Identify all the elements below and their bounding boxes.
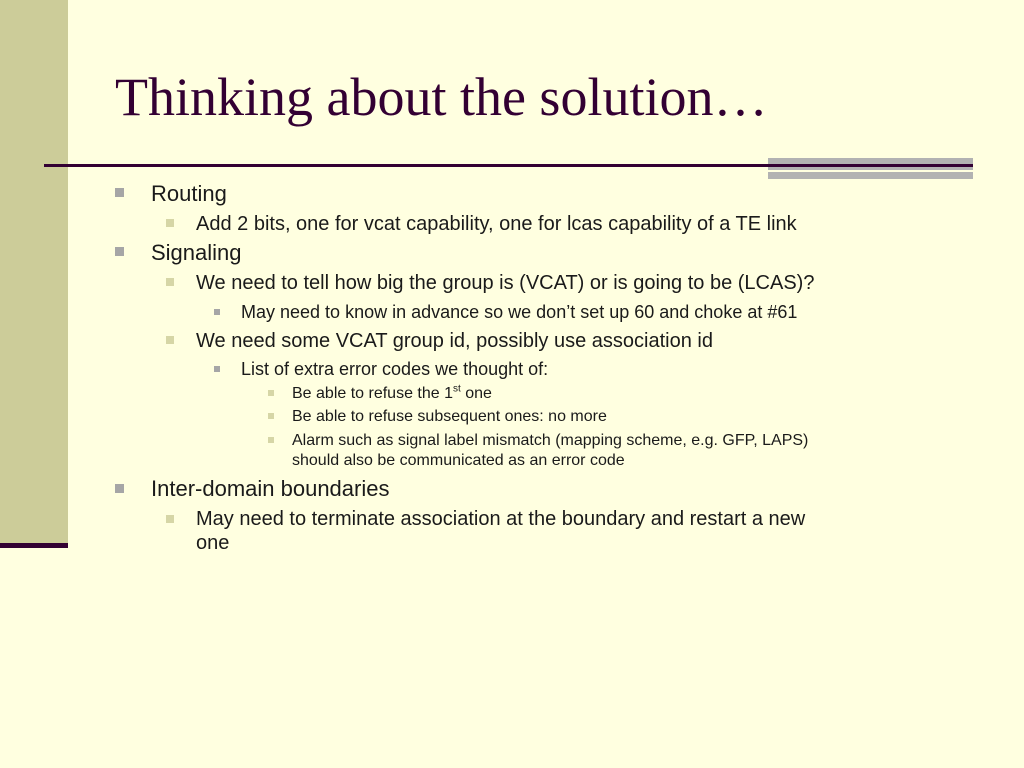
error-1-text: Be able to refuse the 1 — [292, 385, 453, 402]
bullet-l3-icon — [214, 366, 220, 372]
bullet-routing-1: Add 2 bits, one for vcat capability, one for lcas capability of a TE link — [196, 213, 797, 235]
bullet-l1-icon — [115, 247, 124, 256]
side-decor-bar — [0, 0, 68, 545]
bullet-l2-icon — [166, 278, 174, 286]
bullet-l2-icon — [166, 219, 174, 227]
bullet-signaling-1: We need to tell how big the group is (VCAT) or is going to be (LCAS)? — [196, 272, 815, 294]
bullet-error-1 — [292, 384, 492, 404]
bullet-l1-icon — [115, 484, 124, 493]
bullet-l3-icon — [214, 309, 220, 315]
error-1-superscript: st — [453, 383, 461, 395]
bullet-l4-icon — [268, 413, 274, 419]
error-1-text-end: one — [460, 385, 492, 402]
decor-stripe — [768, 158, 973, 164]
side-decor-foot — [0, 543, 68, 548]
bullet-interdomain-1-line2: one — [196, 532, 230, 554]
bullet-interdomain-1-line1: May need to terminate association at the boundary and restart a new — [196, 508, 806, 530]
bullet-l2-icon — [166, 336, 174, 344]
bullet-l2-icon — [166, 515, 174, 523]
bullet-signaling-1-1: May need to know in advance so we don’t set up 60 and choke at #61 — [241, 302, 798, 322]
bullet-error-3-line2: should also be communicated as an error code — [292, 452, 625, 469]
bullet-routing: Routing — [151, 181, 227, 206]
bullet-l1-icon — [115, 188, 124, 197]
slide-title: Thinking about the solution… — [115, 67, 768, 127]
bullet-signaling: Signaling — [151, 240, 242, 265]
bullet-signaling-2: We need some VCAT group id, possibly use association id — [196, 330, 713, 352]
decor-stripe — [768, 172, 973, 179]
bullet-error-3-line1: Alarm such as signal label mismatch (mapping scheme, e.g. GFP, LAPS) — [292, 432, 809, 449]
bullet-signaling-2-1: List of extra error codes we thought of: — [241, 359, 549, 379]
bullet-l4-icon — [268, 437, 274, 443]
decor-stripes — [768, 158, 973, 180]
bullet-interdomain: Inter-domain boundaries — [151, 476, 390, 501]
bullet-l4-icon — [268, 390, 274, 396]
decor-stripe — [768, 167, 973, 170]
bullet-error-2: Be able to refuse subsequent ones: no more — [292, 408, 607, 425]
